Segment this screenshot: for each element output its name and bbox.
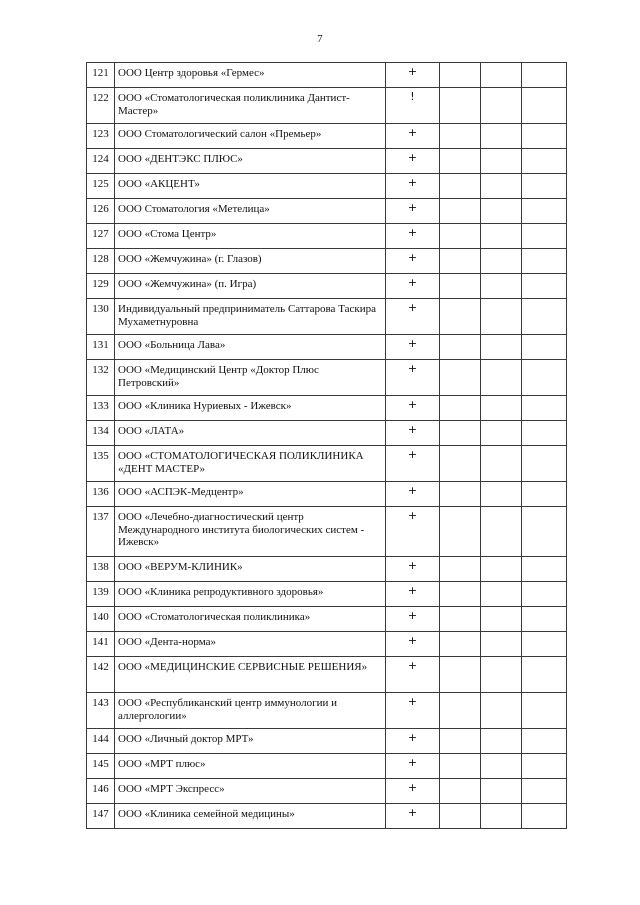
empty-cell bbox=[440, 632, 481, 657]
inclusion-mark: + bbox=[386, 582, 440, 607]
row-number: 137 bbox=[87, 507, 115, 557]
empty-cell bbox=[481, 729, 522, 754]
row-number: 138 bbox=[87, 557, 115, 582]
empty-cell bbox=[522, 779, 567, 804]
empty-cell bbox=[440, 779, 481, 804]
inclusion-mark: + bbox=[386, 396, 440, 421]
empty-cell bbox=[440, 124, 481, 149]
inclusion-mark: + bbox=[386, 607, 440, 632]
inclusion-mark: + bbox=[386, 421, 440, 446]
table-row bbox=[87, 482, 567, 507]
empty-cell bbox=[481, 396, 522, 421]
row-number: 135 bbox=[87, 446, 115, 482]
table-row bbox=[87, 607, 567, 632]
empty-cell bbox=[522, 482, 567, 507]
empty-cell bbox=[522, 199, 567, 224]
table-row bbox=[87, 149, 567, 174]
empty-cell bbox=[522, 607, 567, 632]
organization-name: ООО «АСПЭК-Медцентр» bbox=[115, 482, 386, 507]
organization-name: ООО «Стома Центр» bbox=[115, 224, 386, 249]
empty-cell bbox=[481, 421, 522, 446]
organization-name: ООО «Личный доктор МРТ» bbox=[115, 729, 386, 754]
row-number: 127 bbox=[87, 224, 115, 249]
table-row bbox=[87, 507, 567, 557]
empty-cell bbox=[522, 124, 567, 149]
empty-cell bbox=[440, 299, 481, 335]
empty-cell bbox=[522, 63, 567, 88]
organization-name: ООО «МРТ плюс» bbox=[115, 754, 386, 779]
inclusion-mark: + bbox=[386, 557, 440, 582]
row-number: 136 bbox=[87, 482, 115, 507]
empty-cell bbox=[481, 199, 522, 224]
empty-cell bbox=[481, 754, 522, 779]
empty-cell bbox=[481, 335, 522, 360]
inclusion-mark: + bbox=[386, 63, 440, 88]
organization-name: ООО «МРТ Экспресс» bbox=[115, 779, 386, 804]
empty-cell bbox=[522, 224, 567, 249]
organization-name: ООО «Стоматологическая поликлиника» bbox=[115, 607, 386, 632]
empty-cell bbox=[440, 507, 481, 557]
row-number: 147 bbox=[87, 804, 115, 829]
empty-cell bbox=[481, 360, 522, 396]
empty-cell bbox=[522, 396, 567, 421]
empty-cell bbox=[522, 249, 567, 274]
empty-cell bbox=[522, 335, 567, 360]
empty-cell bbox=[481, 249, 522, 274]
organizations-table bbox=[86, 62, 567, 829]
organization-name: Индивидуальный предприниматель Саттарова Таскира Мухаметнуровна bbox=[115, 299, 386, 335]
empty-cell bbox=[481, 299, 522, 335]
row-number: 134 bbox=[87, 421, 115, 446]
table-row bbox=[87, 729, 567, 754]
empty-cell bbox=[522, 88, 567, 124]
empty-cell bbox=[440, 274, 481, 299]
empty-cell bbox=[440, 396, 481, 421]
row-number: 131 bbox=[87, 335, 115, 360]
row-number: 125 bbox=[87, 174, 115, 199]
table-row bbox=[87, 754, 567, 779]
empty-cell bbox=[481, 804, 522, 829]
table-row bbox=[87, 224, 567, 249]
row-number: 126 bbox=[87, 199, 115, 224]
organization-name: ООО «СТОМАТОЛОГИЧЕСКАЯ ПОЛИКЛИНИКА «ДЕНТ МАСТЕР» bbox=[115, 446, 386, 482]
organization-name: ООО «Стоматологическая поликлиника Дантист-Мастер» bbox=[115, 88, 386, 124]
inclusion-mark: + bbox=[386, 754, 440, 779]
empty-cell bbox=[481, 446, 522, 482]
row-number: 129 bbox=[87, 274, 115, 299]
empty-cell bbox=[440, 421, 481, 446]
empty-cell bbox=[440, 482, 481, 507]
row-number: 145 bbox=[87, 754, 115, 779]
table-row bbox=[87, 396, 567, 421]
empty-cell bbox=[440, 804, 481, 829]
inclusion-mark: + bbox=[386, 446, 440, 482]
organization-name: ООО «АКЦЕНТ» bbox=[115, 174, 386, 199]
organization-name: ООО «Республиканский центр иммунологии и аллергологии» bbox=[115, 693, 386, 729]
row-number: 133 bbox=[87, 396, 115, 421]
table-body bbox=[87, 63, 567, 829]
row-number: 141 bbox=[87, 632, 115, 657]
empty-cell bbox=[440, 149, 481, 174]
page-number: 7 bbox=[317, 33, 323, 45]
empty-cell bbox=[440, 754, 481, 779]
organization-name: ООО «ВЕРУМ-КЛИНИК» bbox=[115, 557, 386, 582]
inclusion-mark: + bbox=[386, 199, 440, 224]
empty-cell bbox=[522, 557, 567, 582]
row-number: 124 bbox=[87, 149, 115, 174]
row-number: 128 bbox=[87, 249, 115, 274]
table-row bbox=[87, 693, 567, 729]
empty-cell bbox=[440, 693, 481, 729]
empty-cell bbox=[440, 199, 481, 224]
empty-cell bbox=[440, 360, 481, 396]
empty-cell bbox=[522, 299, 567, 335]
table-row bbox=[87, 582, 567, 607]
row-number: 130 bbox=[87, 299, 115, 335]
empty-cell bbox=[522, 804, 567, 829]
inclusion-mark: + bbox=[386, 693, 440, 729]
table-row bbox=[87, 88, 567, 124]
empty-cell bbox=[522, 174, 567, 199]
inclusion-mark: + bbox=[386, 482, 440, 507]
organization-name: ООО «ЛАТА» bbox=[115, 421, 386, 446]
row-number: 144 bbox=[87, 729, 115, 754]
row-number: 132 bbox=[87, 360, 115, 396]
inclusion-mark: + bbox=[386, 149, 440, 174]
organization-name: ООО «Клиника семейной медицины» bbox=[115, 804, 386, 829]
organization-name: ООО «Клиника репродуктивного здоровья» bbox=[115, 582, 386, 607]
organization-name: ООО «Жемчужина» (г. Глазов) bbox=[115, 249, 386, 274]
row-number: 123 bbox=[87, 124, 115, 149]
inclusion-mark: + bbox=[386, 274, 440, 299]
inclusion-mark: + bbox=[386, 299, 440, 335]
inclusion-mark: + bbox=[386, 124, 440, 149]
empty-cell bbox=[481, 149, 522, 174]
inclusion-mark: + bbox=[386, 657, 440, 693]
row-number: 142 bbox=[87, 657, 115, 693]
empty-cell bbox=[440, 557, 481, 582]
empty-cell bbox=[440, 174, 481, 199]
table-row bbox=[87, 335, 567, 360]
empty-cell bbox=[481, 607, 522, 632]
organization-name: ООО «Жемчужина» (п. Игра) bbox=[115, 274, 386, 299]
inclusion-mark: + bbox=[386, 335, 440, 360]
empty-cell bbox=[522, 729, 567, 754]
empty-cell bbox=[522, 446, 567, 482]
table-row bbox=[87, 63, 567, 88]
table-row bbox=[87, 174, 567, 199]
row-number: 121 bbox=[87, 63, 115, 88]
table-row bbox=[87, 657, 567, 693]
empty-cell bbox=[481, 88, 522, 124]
table-row bbox=[87, 199, 567, 224]
inclusion-mark: + bbox=[386, 174, 440, 199]
empty-cell bbox=[522, 632, 567, 657]
empty-cell bbox=[481, 124, 522, 149]
organization-name: ООО «Больница Лава» bbox=[115, 335, 386, 360]
empty-cell bbox=[481, 482, 522, 507]
empty-cell bbox=[481, 224, 522, 249]
empty-cell bbox=[522, 582, 567, 607]
inclusion-mark: + bbox=[386, 360, 440, 396]
organization-name: ООО «Медицинский Центр «Доктор Плюс Петровский» bbox=[115, 360, 386, 396]
table-row bbox=[87, 299, 567, 335]
empty-cell bbox=[481, 693, 522, 729]
empty-cell bbox=[522, 657, 567, 693]
table-row bbox=[87, 632, 567, 657]
inclusion-mark: ! bbox=[386, 88, 440, 124]
empty-cell bbox=[522, 507, 567, 557]
table-row bbox=[87, 804, 567, 829]
empty-cell bbox=[481, 657, 522, 693]
empty-cell bbox=[481, 632, 522, 657]
table-row bbox=[87, 779, 567, 804]
empty-cell bbox=[522, 149, 567, 174]
organization-name: ООО «МЕДИЦИНСКИЕ СЕРВИСНЫЕ РЕШЕНИЯ» bbox=[115, 657, 386, 693]
empty-cell bbox=[440, 607, 481, 632]
empty-cell bbox=[522, 693, 567, 729]
empty-cell bbox=[440, 63, 481, 88]
table-row bbox=[87, 360, 567, 396]
empty-cell bbox=[440, 335, 481, 360]
organization-name: ООО «Клиника Нуриевых - Ижевск» bbox=[115, 396, 386, 421]
inclusion-mark: + bbox=[386, 249, 440, 274]
inclusion-mark: + bbox=[386, 632, 440, 657]
empty-cell bbox=[522, 754, 567, 779]
empty-cell bbox=[440, 249, 481, 274]
table-row bbox=[87, 446, 567, 482]
empty-cell bbox=[481, 63, 522, 88]
table-row bbox=[87, 421, 567, 446]
organization-name: ООО Центр здоровья «Гермес» bbox=[115, 63, 386, 88]
organization-name: ООО Стоматологический салон «Премьер» bbox=[115, 124, 386, 149]
row-number: 146 bbox=[87, 779, 115, 804]
table-row bbox=[87, 124, 567, 149]
empty-cell bbox=[481, 582, 522, 607]
inclusion-mark: + bbox=[386, 779, 440, 804]
organization-name: ООО «ДЕНТЭКС ПЛЮС» bbox=[115, 149, 386, 174]
table-row bbox=[87, 557, 567, 582]
row-number: 139 bbox=[87, 582, 115, 607]
inclusion-mark: + bbox=[386, 729, 440, 754]
inclusion-mark: + bbox=[386, 507, 440, 557]
inclusion-mark: + bbox=[386, 224, 440, 249]
organization-name: ООО «Лечебно-диагностический центр Международного института биологических систем - Ижевск» bbox=[115, 507, 386, 557]
organization-name: ООО Стоматология «Метелица» bbox=[115, 199, 386, 224]
empty-cell bbox=[481, 274, 522, 299]
empty-cell bbox=[440, 729, 481, 754]
empty-cell bbox=[522, 421, 567, 446]
organization-name: ООО «Дента-норма» bbox=[115, 632, 386, 657]
table-row bbox=[87, 249, 567, 274]
empty-cell bbox=[481, 174, 522, 199]
empty-cell bbox=[440, 88, 481, 124]
empty-cell bbox=[481, 557, 522, 582]
table-row bbox=[87, 274, 567, 299]
row-number: 140 bbox=[87, 607, 115, 632]
empty-cell bbox=[440, 582, 481, 607]
empty-cell bbox=[522, 274, 567, 299]
row-number: 143 bbox=[87, 693, 115, 729]
inclusion-mark: + bbox=[386, 804, 440, 829]
empty-cell bbox=[481, 779, 522, 804]
empty-cell bbox=[481, 507, 522, 557]
empty-cell bbox=[440, 657, 481, 693]
empty-cell bbox=[440, 446, 481, 482]
row-number: 122 bbox=[87, 88, 115, 124]
empty-cell bbox=[522, 360, 567, 396]
empty-cell bbox=[440, 224, 481, 249]
